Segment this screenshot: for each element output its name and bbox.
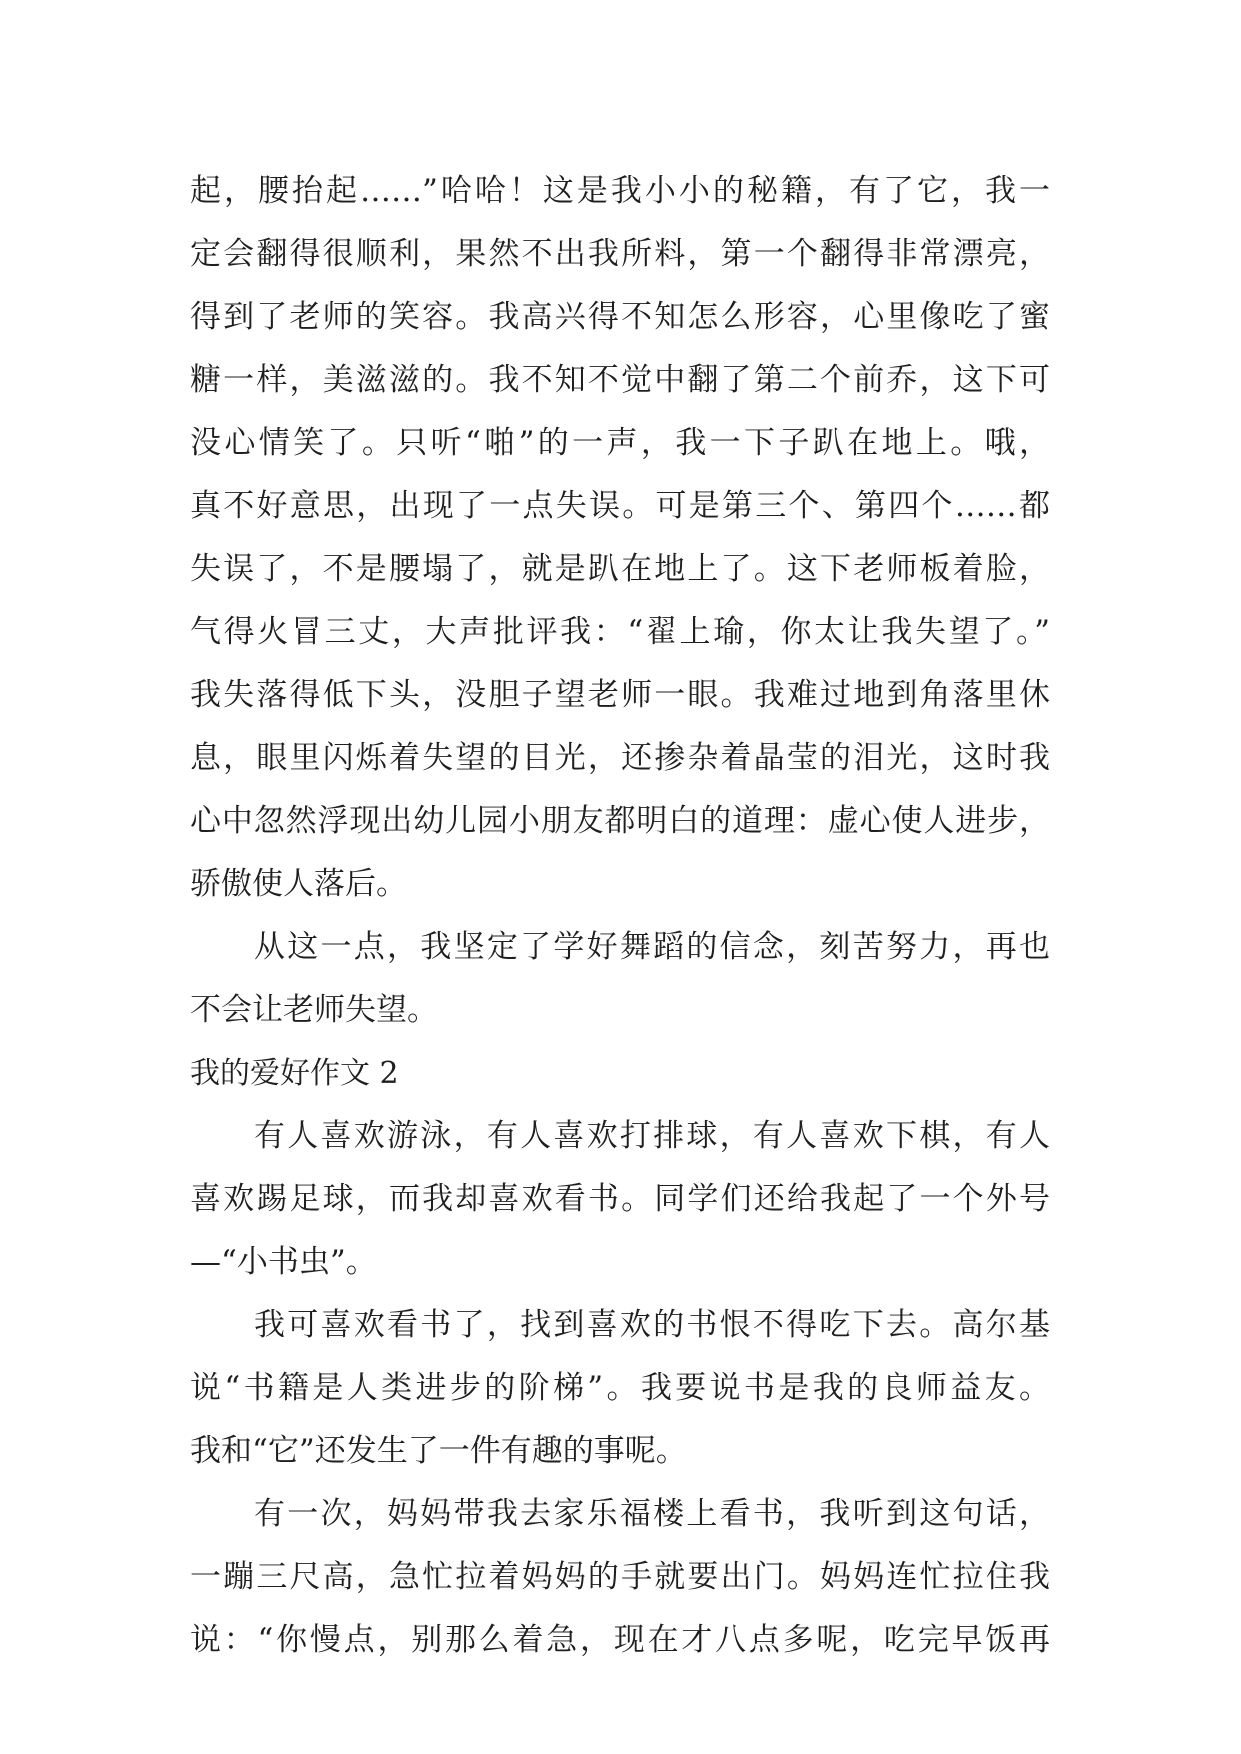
text-line: 气得火冒三丈，大声批评我：“翟上瑜，你太让我失望了。”	[190, 614, 1050, 650]
text-line: 定会翻得很顺利，果然不出我所料，第一个翻得非常漂亮，	[190, 236, 1050, 272]
text-line: 失误了，不是腰塌了，就是趴在地上了。这下老师板着脸，	[190, 551, 1050, 587]
text-line: —“小书虫”。	[190, 1244, 377, 1280]
paragraph-1	[190, 160, 1050, 916]
text-line: 我和“它”还发生了一件有趣的事呢。	[190, 1433, 687, 1469]
paragraph-5	[190, 1483, 1050, 1672]
text-line: 起，腰抬起……”哈哈！这是我小小的秘籍，有了它，我一	[190, 173, 1050, 209]
paragraph-2	[190, 916, 1050, 1042]
text-line: 喜欢踢足球，而我却喜欢看书。同学们还给我起了一个外号	[190, 1181, 1050, 1217]
text-line: 从这一点，我坚定了学好舞蹈的信念，刻苦努力，再也	[254, 929, 1050, 965]
paragraph-3	[190, 1105, 1050, 1294]
text-line: 得到了老师的笑容。我高兴得不知怎么形容，心里像吃了蜜	[190, 299, 1050, 335]
text-line: 说：“你慢点，别那么着急，现在才八点多呢，吃完早饭再	[190, 1622, 1050, 1658]
text-line: 有一次，妈妈带我去家乐福楼上看书，我听到这句话，	[254, 1496, 1050, 1532]
document-page	[190, 160, 1050, 1672]
text-line: 真不好意思，出现了一点失误。可是第三个、第四个……都	[190, 488, 1050, 524]
text-line: 我可喜欢看书了，找到喜欢的书恨不得吃下去。高尔基	[254, 1307, 1050, 1343]
text-line: 心中忽然浮现出幼儿园小朋友都明白的道理：虚心使人进步，	[190, 803, 1050, 839]
text-line: 一蹦三尺高，急忙拉着妈妈的手就要出门。妈妈连忙拉住我	[190, 1559, 1050, 1595]
text-line: 我失落得低下头，没胆子望老师一眼。我难过地到角落里休	[190, 677, 1050, 713]
text-line: 骄傲使人落后。	[190, 866, 407, 902]
text-line: 有人喜欢游泳，有人喜欢打排球，有人喜欢下棋，有人	[254, 1118, 1050, 1154]
paragraph-4	[190, 1294, 1050, 1483]
section-heading: 我的爱好作文 2	[190, 1056, 399, 1091]
text-line: 息，眼里闪烁着失望的目光，还掺杂着晶莹的泪光，这时我	[190, 740, 1050, 776]
text-line: 不会让老师失望。	[190, 992, 438, 1028]
text-line: 说“书籍是人类进步的阶梯”。我要说书是我的良师益友。	[190, 1370, 1050, 1406]
text-line: 没心情笑了。只听“啪”的一声，我一下子趴在地上。哦，	[190, 425, 1050, 461]
text-line: 糖一样，美滋滋的。我不知不觉中翻了第二个前乔，这下可	[190, 362, 1050, 398]
